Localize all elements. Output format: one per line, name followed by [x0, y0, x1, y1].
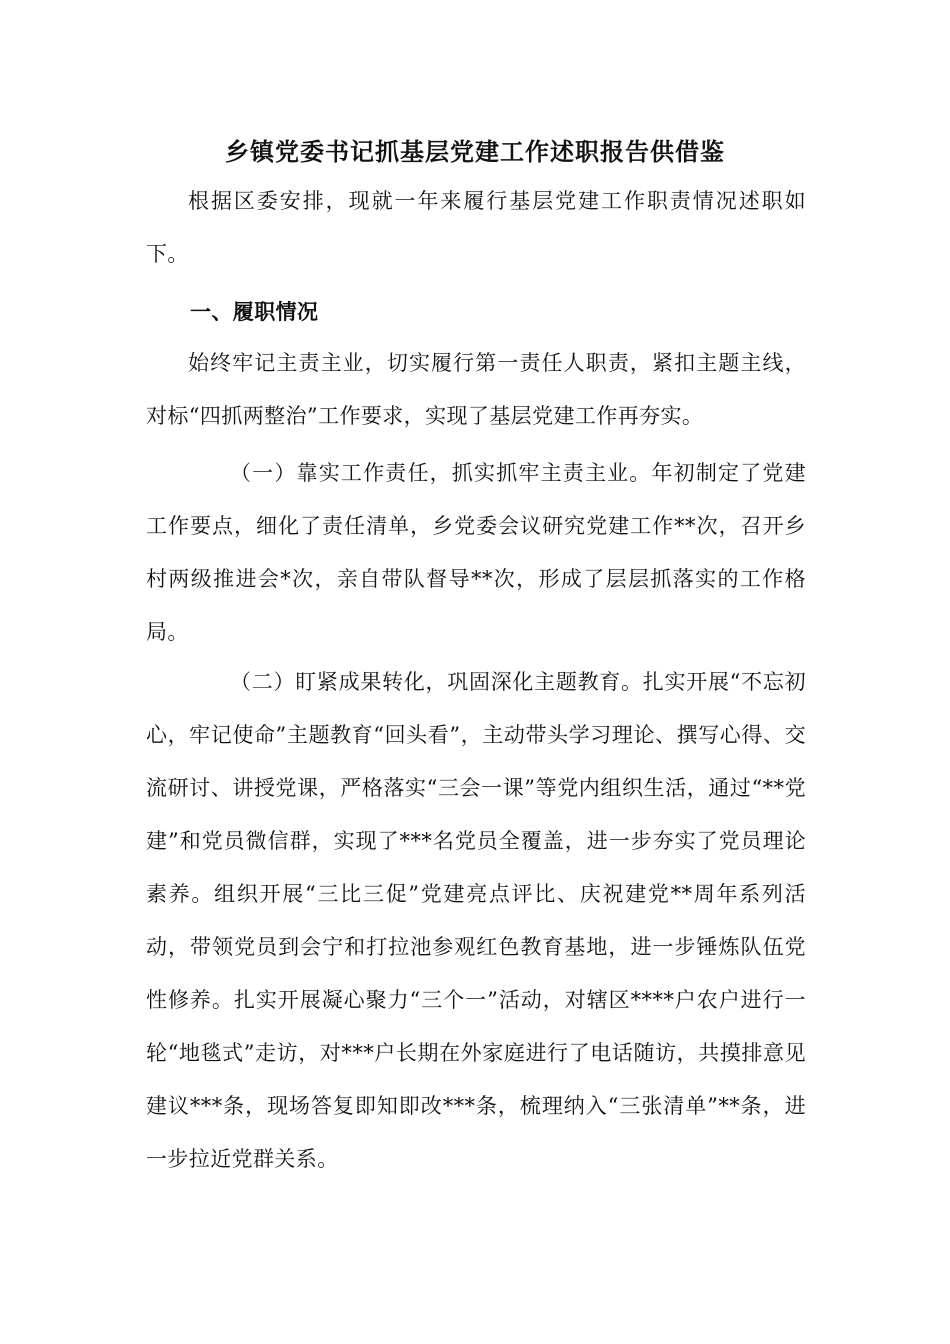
- item-one-paragraph: （一）靠实工作责任，抓实抓牢主责主业。年初制定了党建工作要点，细化了责任清单，乡党委会议研究党建工作**次，召开乡村两级推进会*次，亲自带队督导**次，形成了层层抓落实的工作格局。: [146, 461, 806, 644]
- intro-paragraph: 根据区委安排，现就一年来履行基层党建工作职责情况述职如下。: [146, 189, 806, 266]
- section-lead-paragraph: 始终牢记主责主业，切实履行第一责任人职责，紧扣主题主线，对标“四抓两整治”工作要求，实现了基层党建工作再夯实。: [146, 351, 806, 428]
- item-two-paragraph: （二）盯紧成果转化，巩固深化主题教育。扎实开展“不忘初心，牢记使命”主题教育“回头看”，主动带头学习理论、撰写心得、交流研讨、讲授党课，严格落实“三会一课”等党内组织生活，通过“**党建”和党员微信群，实现了***名党员全覆盖，进一步夯实了党员理论素养。组织开展“三比三促”党建亮点评比、庆祝建党**周年系列活动，带领党员到会宁和打拉池参观红色教育基地，进一步锤炼队伍党性修养。扎实开展凝心聚力“三个一”活动，对辖区****户农户进行一轮“地毯式”走访，对***户长期在外家庭进行了电话随访，共摸排意见建议***条，现场答复即知即改***条，梳理纳入“三张清单”**条，进一步拉近党群关系。: [146, 670, 806, 1171]
- document-title: 乡镇党委书记抓基层党建工作述职报告供借鉴: [225, 137, 725, 166]
- section-heading: 一、履职情况: [190, 299, 319, 324]
